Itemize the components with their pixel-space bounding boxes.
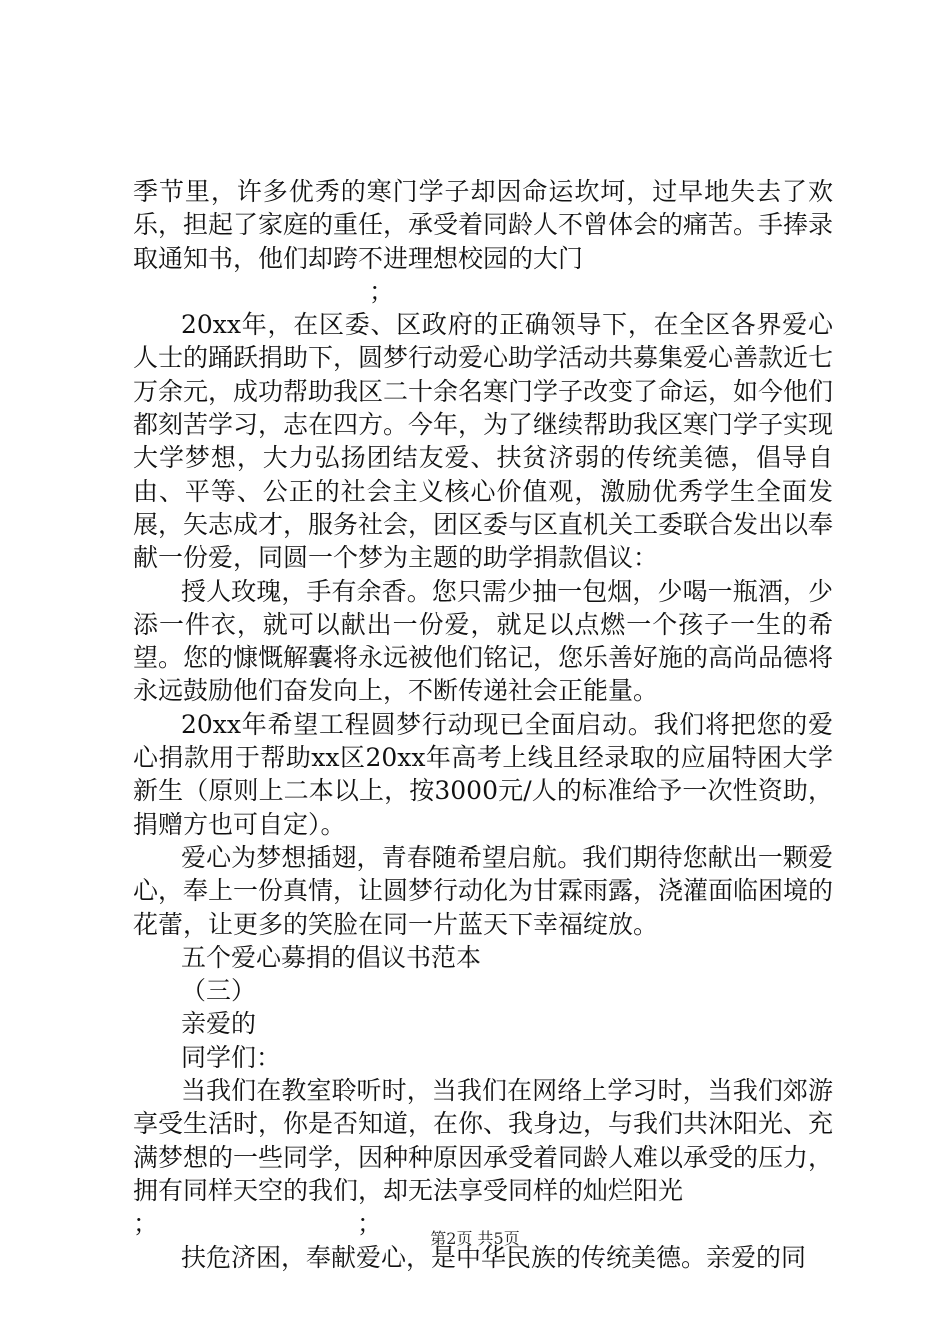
semicolon-mark-left: ； xyxy=(133,1209,159,1239)
salutation-line-2: 同学们： xyxy=(181,1042,282,1072)
section-title: 五个爱心募捐的倡议书范本 xyxy=(181,942,482,972)
paragraph-program-launch: 20xx年希望工程圆梦行动现已全面启动。我们将把您的爱心捐款用于帮助xx区20xx年高考上线且经录取的应届特困大学新生（原则上二本以上，按3000元/人的标准给予一次性资助，捐赠方也可自定）。 xyxy=(133,709,833,839)
semicolon-mark-right: ； xyxy=(357,1209,383,1239)
semicolon-mark: ； xyxy=(369,276,395,306)
page-footer: 第2页 共5页 xyxy=(430,1229,520,1248)
paragraph-roses: 授人玫瑰，手有余香。您只需少抽一包烟，少喝一瓶酒，少添一件衣，就可以献出一份爱，就足以点燃一个孩子一生的希望。您的慷慨解囊将永远被他们铭记，您乐善好施的高尚品德将永远鼓励他们奋发向上，不断传递社会正能量。 xyxy=(133,576,834,706)
section-number: （三） xyxy=(181,976,257,1006)
paragraph-last-year-results: 20xx年，在区委、区政府的正确领导下，在全区各界爱心人士的踊跃捐助下，圆梦行动爱心助学活动共募集爱心善款近七万余元，成功帮助我区二十余名寒门学子改变了命运，如今他们都刻苦学习，志在四方。今年，为了继续帮助我区寒门学子实现大学梦想，大力弘扬团结友爱、扶贫济弱的传统美德，倡导自由、平等、公正的社会主义核心价值观，激励优秀学生全面发展，矢志成才，服务社会，团区委与区直机关工委联合发出以奉献一份爱，同圆一个梦为主题的助学捐款倡议： xyxy=(133,310,834,573)
salutation-line-1: 亲爱的 xyxy=(181,1009,257,1039)
paragraph-virtue: 扶危济困，奉献爱心，是中华民族的传统美德。亲爱的同 xyxy=(181,1242,807,1272)
document-body xyxy=(133,175,833,1274)
semicolon-line xyxy=(133,275,833,308)
paragraph-closing-appeal: 爱心为梦想插翅，青春随希望启航。我们期待您献出一颗爱心，奉上一份真情，让圆梦行动化为甘霖雨露，浇灌面临困境的花蕾，让更多的笑脸在同一片蓝天下幸福绽放。 xyxy=(133,842,834,939)
paragraph-intro-continued: 季节里，许多优秀的寒门学子却因命运坎坷，过早地失去了欢乐，担起了家庭的重任，承受着同龄人不曾体会的痛苦。手捧录取通知书，他们却跨不进理想校园的大门 xyxy=(133,177,834,273)
paragraph-classroom: 当我们在教室聆听时，当我们在网络上学习时，当我们郊游享受生活时，你是否知道，在你、我身边，与我们共沐阳光、充满梦想的一些同学，因种种原因承受着同龄人难以承受的压力，拥有同样天空的我们，却无法享受同样的灿烂阳光 xyxy=(133,1076,834,1205)
